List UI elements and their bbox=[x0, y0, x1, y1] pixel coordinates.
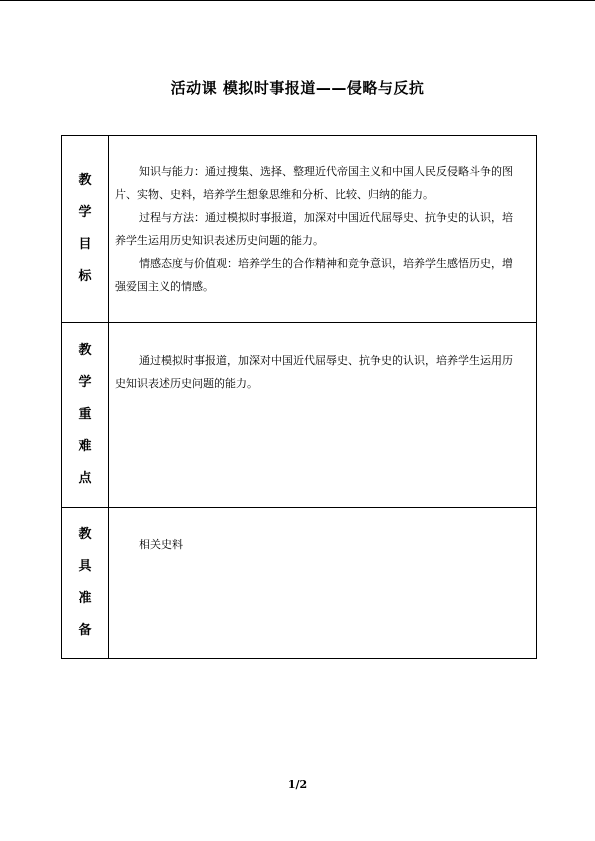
row-content-key-points bbox=[109, 323, 537, 508]
table-row-key-points bbox=[62, 323, 537, 508]
objective-process: 过程与方法：通过模拟时事报道，加深对中国近代屈辱史、抗争史的认识，培养学生运用历史知识表述历史问题的能力。 bbox=[115, 211, 513, 247]
row-label-key-points bbox=[62, 323, 109, 508]
top-rule bbox=[0, 0, 595, 1]
label-char: 教 bbox=[78, 527, 92, 542]
objective-attitude: 情感态度与价值观：培养学生的合作精神和竞争意识，培养学生感悟历史，增强爱国主义的情感。 bbox=[115, 257, 513, 293]
label-char: 备 bbox=[78, 623, 92, 638]
label-char: 学 bbox=[78, 375, 92, 390]
label-char: 标 bbox=[78, 269, 92, 284]
label-char: 重 bbox=[78, 407, 92, 422]
page-title: 活动课 模拟时事报道——侵略与反抗 bbox=[170, 79, 425, 97]
label-char: 目 bbox=[78, 237, 92, 252]
objective-knowledge: 知识与能力：通过搜集、选择、整理近代帝国主义和中国人民反侵略斗争的图片、实物、史料，培养学生想象思维和分析、比较、归纳的能力。 bbox=[115, 165, 513, 201]
label-char: 难 bbox=[78, 439, 92, 454]
label-char: 点 bbox=[78, 471, 92, 486]
label-char: 准 bbox=[78, 591, 92, 606]
label-char: 教 bbox=[78, 173, 92, 188]
table-row-objectives bbox=[62, 136, 537, 323]
page-number: 1/2 bbox=[287, 778, 308, 791]
row-label-materials bbox=[62, 508, 109, 659]
lesson-plan-table bbox=[61, 135, 537, 659]
table-row-materials bbox=[62, 508, 537, 659]
label-char: 学 bbox=[78, 205, 92, 220]
key-points-text: 通过模拟时事报道，加深对中国近代屈辱史、抗争史的认识，培养学生运用历史知识表述历史问题的能力。 bbox=[115, 354, 513, 390]
row-content-materials bbox=[109, 508, 537, 659]
label-char: 教 bbox=[78, 343, 92, 358]
row-label-objectives bbox=[62, 136, 109, 323]
row-content-objectives bbox=[109, 136, 537, 323]
label-char: 具 bbox=[78, 559, 92, 574]
materials-text: 相关史料 bbox=[139, 538, 183, 551]
